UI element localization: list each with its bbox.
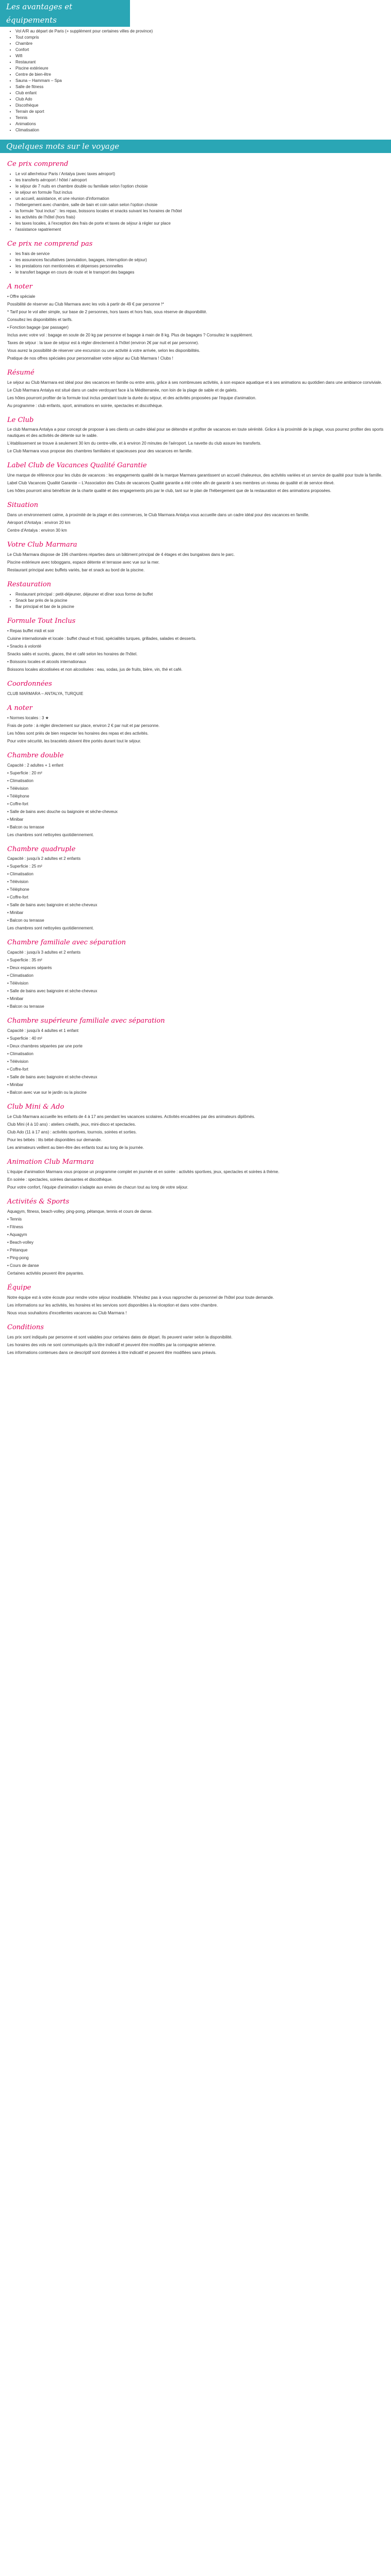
section-paragraph: Nous vous souhaitons d'excellentes vacances au Club Marmara ! [7,1310,127,1315]
section-paragraph: Label Club Vacances Qualité Garantie – L'Association des Clubs de vacances Qualité garantie a été créée afin de garantir à ses membres un niveau de qualité et de service élevé. [7,481,335,486]
advantage-item: • Club Ado [15,96,384,103]
list-item: • Restaurant principal : petit-déjeuner, déjeuner et dîner sous forme de buffet [15,591,384,598]
section-paragraph: Le Club Marmara Antalya est situé dans un cadre verdoyant face à la Méditerranée, non loin de la plage de sable et de galets. [7,387,238,393]
section-paragraph: Club Mini (4 à 10 ans) : ateliers créatifs, jeux, mini-disco et spectacles. [7,1122,136,1127]
list-item: • les activités de l'hôtel (hors frais) [15,214,384,221]
section-paragraph: • Normes locales : 3 ★ [7,715,49,720]
section-paragraph: • Salle de bains avec baignoire et sèche-cheveux [7,1075,97,1080]
list-item: • le séjour en formule Tout inclus [15,190,384,196]
section-paragraph: Consultez les disponibilités et tarifs. [7,317,73,322]
list-item: • l'assistance rapatriement [15,227,384,233]
section-paragraph: Vous aurez la possibilité de réserver une excursion ou une activité à votre arrivée, selon les disponibilités. [7,348,200,353]
section-list [7,251,384,276]
section-paragraph: CLUB MARMARA – ANTALYA, TURQUIE [7,691,84,696]
section-kids [7,1103,384,1151]
section-paragraph: • Balcon ou terrasse [7,824,44,829]
advantage-item: • Salle de fitness [15,84,384,90]
list-item: • Snack bar près de la piscine [15,598,384,604]
section-paragraph: Le Club Marmara vous propose des chambres familiales et spacieuses pour des vacances en famille. [7,449,193,454]
section-paragraph: Les horaires des vols ne sont communiqués qu'à titre indicatif et peuvent être modifiés par la compagnie aérienne. [7,1342,216,1347]
section-list [7,171,384,233]
section-paragraph: Aquagym, fitness, beach-volley, ping-pong, pétanque, tennis et cours de danse. [7,1209,153,1214]
section-paragraph: • Télévision [7,786,28,791]
section-title: Club Mini & Ado [7,1103,64,1111]
section-paragraph: Le Club Marmara accueille les enfants de 4 à 17 ans pendant les vacances scolaires. Activités encadrées par des animateurs diplômés. [7,1114,255,1120]
section-paragraph: • Télévision [7,879,28,885]
section-paragraph: Pour les bébés : lits bébé disponibles sur demande. [7,1138,102,1143]
section-paragraph: • Superficie : 25 m² [7,864,42,869]
advantage-item: • Terrain de sport [15,109,384,115]
section-title: Chambre familiale avec séparation [7,939,126,947]
section-paragraph: Centre d'Antalya : environ 30 km [7,528,67,533]
section-paragraph: Les prix sont indiqués par personne et sont valables pour certaines dates de départ. Ils peuvent varier selon la disponibilité. [7,1334,233,1340]
section-paragraph: Dans un environnement calme, à proximité de la plage et des commerces, le Club Marmara Antalya vous accueille dans un cadre idéal pour des vacances en famille. [7,513,309,518]
section-room-double [7,752,384,838]
section-paragraph: Notre équipe est à votre écoute pour rendre votre séjour inoubliable. N'hésitez pas à vous rapprocher du personnel de l'hôtel pour toute demande. [7,1295,274,1300]
section-paragraph: • Ping-pong [7,1255,29,1260]
section-paragraph: • Superficie : 40 m² [7,1036,42,1041]
section-paragraph: • Climatisation [7,872,34,877]
list-item: • les frais de service [15,251,384,257]
section-title: Activités & Sports [7,1198,70,1206]
advantage-item: • Piscine extérieure [15,65,384,72]
section-room-family [7,939,384,1010]
section-title: Chambre quadruple [7,845,76,853]
section-paragraph: • Minibar [7,1082,24,1088]
section-paragraph: En soirée : spectacles, soirées dansantes et discothèque. [7,1177,113,1182]
section-paragraph: Capacité : 2 adultes + 1 enfant [7,762,63,768]
advantage-item: • Discothèque [15,103,384,109]
advantage-item: • Club enfant [15,90,384,96]
section-title: Équipe [7,1283,31,1292]
section-paragraph: Les hôtes pourront ainsi bénéficier de la charte qualité et des engagements pris par le club, tant sur le plan de l'hébergement que de la restauration et des animations proposées. [7,488,332,494]
section-restaurant [7,581,384,610]
section-paragraph: • Balcon ou terrasse [7,1004,44,1009]
section-paragraph: Capacité : jusqu'à 2 adultes et 2 enfants [7,856,81,861]
section-paragraph: Taxes de séjour : la taxe de séjour est à régler directement à l'hôtel (environ 2€ par nuit et par personne). [7,340,199,345]
section-title: Formule Tout Inclus [7,617,76,625]
section-paragraph: Les hôtes pourront profiter de la formule tout inclus pendant toute la durée du séjour, et des activités proposées par l'équipe d'animation. [7,395,256,400]
section-room-superior [7,1017,384,1096]
section-price-excludes [7,240,384,276]
section-title: Restauration [7,581,52,589]
section-paragraph: Le Club Marmara dispose de 196 chambres réparties dans un bâtiment principal de 4 étages et des bungalows dans le parc. [7,552,235,557]
section-paragraph: Pour votre sécurité, les bracelets doivent être portés durant tout le séjour. [7,738,141,743]
section-title: Label Club de Vacances Qualité Garantie [7,462,147,470]
section-paragraph: • Cours de danse [7,1263,39,1268]
list-item: • Le vol aller/retour Paris / Antalya (avec taxes aéroport) [15,171,384,177]
section-paragraph: • Beach-volley [7,1240,34,1245]
section-paragraph: • Offre spéciale [7,294,36,299]
advantage-item: • Climatisation [15,127,384,133]
section-paragraph: • Coffre-fort [7,801,28,806]
section-location [7,501,384,534]
section-paragraph: • Fonction bagage (par passager) [7,325,69,330]
section-sports [7,1198,384,1277]
section-paragraph: • Coffre-fort [7,895,28,900]
section-paragraph: • Téléphone [7,887,29,892]
section-paragraph: • Salle de bains avec baignoire et sèche-cheveux [7,903,97,908]
section-paragraph: Inclus avec votre vol : bagage en soute de 20 kg par personne et bagage à main de 8 kg. Plus de bagages ? Consultez le supplément. [7,332,253,337]
section-notes2 [7,704,384,744]
advantage-item: • Tout compris [15,35,384,41]
section-paragraph: • Boissons locales et alcools internationaux [7,659,87,664]
section-paragraph: Capacité : jusqu'à 4 adultes et 1 enfant [7,1028,79,1033]
advantage-item: • Wifi [15,53,384,59]
section-notes [7,283,384,362]
section-paragraph: Club Ado (11 à 17 ans) : activités sportives, tournois, soirées et sorties. [7,1130,137,1135]
section-paragraph: Les informations sur les activités, les horaires et les services sont disponibles à la réception et dans votre chambre. [7,1302,218,1308]
section-paragraph: Le séjour au Club Marmara est idéal pour des vacances en famille ou entre amis, grâce à ses nombreuses activités, à son espace aquatique et à ses animations au quotidien dans une ambiance conviviale. [7,380,382,385]
section-room-quad [7,845,384,932]
section-title: Coordonnées [7,680,52,688]
section-title: A noter [7,704,32,712]
advantages-section [0,28,391,133]
section-paragraph: • Balcon avec vue sur le jardin ou la piscine [7,1090,87,1095]
info-banner: Quelques mots sur le voyage [0,140,391,153]
section-title: Animation Club Marmara [7,1158,94,1166]
section-paragraph: • Minibar [7,910,24,916]
list-item: • Bar principal et bar de la piscine [15,604,384,610]
section-title: Situation [7,501,38,510]
advantage-item: • Animations [15,121,384,127]
advantage-item: • Sauna – Hammam – Spa [15,78,384,84]
section-paragraph: • Superficie : 20 m² [7,770,42,775]
section-paragraph: • Téléphone [7,793,29,799]
section-paragraph: • Pétanque [7,1247,28,1252]
list-item: • les assurances facultatives (annulation, bagages, interruption de séjour) [15,257,384,263]
section-paragraph: Les informations contenues dans ce descriptif sont données à titre indicatif et peuvent être modifiées sans préavis. [7,1350,217,1355]
section-paragraph: Les chambres sont nettoyées quotidiennement. [7,832,94,837]
section-paragraph: • Minibar [7,817,24,822]
section-paragraph: • Aquagym [7,1232,27,1237]
section-title: Ce prix comprend [7,160,69,168]
advantage-item: • Centre de bien-être [15,72,384,78]
section-title: Votre Club Marmara [7,541,77,549]
section-paragraph: • Deux chambres séparées par une porte [7,1044,83,1049]
advantage-item: • Chambre [15,41,384,47]
section-paragraph: • Télévision [7,1059,28,1064]
list-item: • la formule "tout inclus" : les repas, boissons locales et snacks suivant les horaires de l'hôtel [15,208,384,214]
section-paragraph: • Climatisation [7,973,34,978]
section-paragraph: Possibilité de réserver au Club Marmara avec les vols à partir de 49 € par personne !* [7,301,164,307]
section-title: Le Club [7,416,34,424]
section-all-inclusive [7,617,384,673]
advantage-item: • Tennis [15,115,384,121]
section-paragraph: • Tennis [7,1216,22,1222]
section-paragraph: Frais de porte : à régler directement sur place, environ 2 € par nuit et par personne. [7,723,160,728]
section-paragraph: Snacks salés et sucrés, glaces, thé et café selon les horaires de l'hôtel. [7,651,138,656]
advantage-item: • Confort [15,47,384,53]
section-paragraph: • Climatisation [7,778,34,783]
section-coords [7,680,384,697]
section-paragraph: Aéroport d'Antalya : environ 20 km [7,520,71,526]
section-paragraph: • Salle de bains avec douche ou baignoire et sèche-cheveux [7,809,118,814]
section-paragraph: Piscine extérieure avec toboggans, espace détente et terrasse avec vue sur la mer. [7,560,160,565]
section-paragraph: Certaines activités peuvent être payantes. [7,1270,84,1276]
section-paragraph: Le club Marmara Antalya a pour concept de proposer à ses clients un cadre idéal pour se détendre et profiter de vacances en toute sérénité. Grâce à la proximité de la plage, vous pourrez profiter des sports nautiques et des activités de détente sur le sable. [7,427,384,438]
section-label [7,462,384,494]
section-title: Résumé [7,368,35,377]
section-paragraph: • Fitness [7,1224,23,1229]
section-paragraph: • Salle de bains avec baignoire et sèche-cheveux [7,989,97,994]
section-paragraph: Pour votre confort, l'équipe d'animation s'adapte aux envies de chacun tout au long de votre séjour. [7,1185,189,1190]
advantages-list [7,28,384,133]
section-title: Chambre double [7,751,64,759]
section-title: A noter [7,282,32,291]
section-paragraph: • Superficie : 35 m² [7,958,42,963]
section-paragraph: Restaurant principal avec buffets variés, bar et snack au bord de la piscine. [7,568,145,573]
list-item: • le transfert bagage en cours de route et le transport des bagages [15,269,384,276]
section-paragraph: Les hôtes sont priés de bien respecter les horaires des repas et des activités. [7,731,149,736]
advantage-item: • Restaurant [15,59,384,65]
section-paragraph: L'équipe d'animation Marmara vous propose un programme complet en journée et en soirée : activités sportives, jeux, spectacles et soirées à thème. [7,1170,280,1175]
section-paragraph: • Minibar [7,996,24,1002]
section-club-marmara [7,541,384,573]
advantage-item: • Vol A/R au départ de Paris (+ supplément pour certaines villes de province) [15,28,384,35]
section-paragraph: Au programme : club enfants, sport, animations en soirée, spectacles et discothèque. [7,403,163,408]
section-paragraph: • Snacks à volonté [7,643,41,649]
section-paragraph: • Climatisation [7,1052,34,1057]
section-paragraph: Les chambres sont nettoyées quotidiennement. [7,926,94,931]
section-paragraph: • Deux espaces séparés [7,965,52,971]
section-paragraph: Pratique de nos offres spéciales pour personnaliser votre séjour au Club Marmara ! Clubs ! [7,355,173,361]
advantages-banner: Les avantages et équipements [0,0,130,27]
section-paragraph: • Coffre-fort [7,1067,28,1072]
section-conditions [7,1324,384,1356]
section-list [7,591,384,610]
list-item: • un accueil, assistance, et une réunion d'information [15,196,384,202]
section-price-includes [7,160,384,233]
section-paragraph: Une marque de référence pour les clubs de vacances : les engagements qualité de la marque Marmara garantissent un accueil chaleureux, des activités variées et un service de qualité pour toute la famille. [7,473,383,478]
section-paragraph: • Balcon ou terrasse [7,918,44,923]
section-paragraph: L'établissement se trouve à seulement 30 km du centre-ville, et à environ 20 minutes de l'aéroport. La navette du club assure les transferts. [7,441,262,446]
section-title: Ce prix ne comprend pas [7,240,93,248]
section-paragraph: • Télévision [7,981,28,986]
list-item: • les prestations non mentionnées et dépenses personnelles [15,263,384,269]
section-paragraph: Cuisine internationale et locale : buffet chaud et froid, spécialités turques, grillades, salades et desserts. [7,636,197,641]
list-item: • le séjour de 7 nuits en chambre double ou familiale selon l'option choisie [15,183,384,190]
list-item: • l'hébergement avec chambre, salle de bain et coin salon selon l'option choisie [15,202,384,208]
section-title: Conditions [7,1323,44,1331]
section-summary [7,369,384,409]
info-content [0,160,391,1356]
section-paragraph: Capacité : jusqu'à 3 adultes et 2 enfants [7,950,81,955]
list-item: • les transferts aéroport / hôtel / aéroport [15,177,384,183]
section-entertainment [7,1158,384,1191]
section-team [7,1284,384,1316]
section-paragraph: • Repas buffet midi et soir [7,628,55,633]
section-paragraph: Boissons locales alcoolisées et non alcoolisées : eau, sodas, jus de fruits, bière, vin, thé et café. [7,667,183,672]
list-item: • les taxes locales, à l'exception des frais de porte et taxes de séjour à régler sur place [15,221,384,227]
section-club [7,416,384,455]
section-title: Chambre supérieure familiale avec séparation [7,1017,165,1025]
section-paragraph: Les animateurs veillent au bien-être des enfants tout au long de la journée. [7,1145,144,1150]
section-paragraph: * Tarif pour le vol aller simple, sur base de 2 personnes, hors taxes et hors frais, sous réserve de disponibilité. [7,309,207,314]
